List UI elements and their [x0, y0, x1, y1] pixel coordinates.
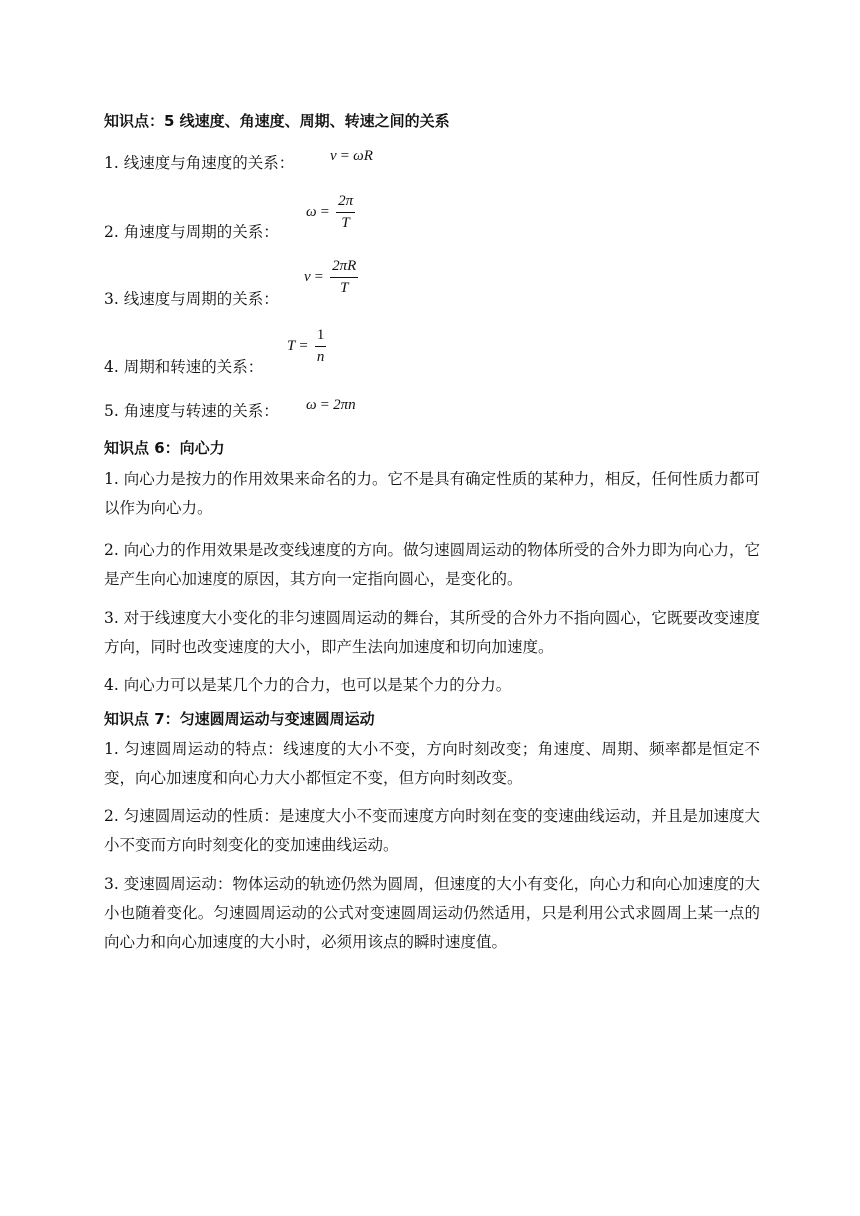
formula-omega-2pi-t: ω = $\frac{2\pi}{T}$	[306, 193, 354, 231]
section-7-paragraph-3: 3. 变速圆周运动：物体运动的轨迹仍然为圆周，但速度的大小有变化，向心力和向心加速度的大小也随着变化。匀速圆周运动的公式对变速圆周运动仍然适用，只是利用公式求圆周上某一点的向心力和向心加速度的大小时，必须用该点的瞬时速度值。	[104, 875, 760, 951]
formula-t-1-n: T = $\frac{1}{n}$	[287, 327, 325, 365]
section-6-paragraph-3: 3. 对于线速度大小变化的非匀速圆周运动的舞台，其所受的合外力不指向圆心，它既要改变速度方向，同时也改变速度的大小，即产生法向加速度和切向加速度。	[104, 609, 760, 656]
formula-2-numerator: 2π	[336, 193, 355, 213]
relation-5-label: 5. 角速度与转速的关系：	[104, 402, 279, 420]
section-7-heading: 知识点 7：匀速圆周运动与变速圆周运动	[104, 710, 375, 728]
section-6-heading: 知识点 6：向心力	[104, 439, 225, 457]
formula-5-lhs: ω	[306, 397, 317, 413]
formula-3-lhs: v	[304, 268, 311, 285]
relation-3-label: 3. 线速度与周期的关系：	[104, 290, 279, 308]
formula-2-lhs: ω	[306, 203, 317, 220]
formula-v-omega-r: v = ωR	[330, 148, 373, 164]
relation-1-label: 1. 线速度与角速度的关系：	[104, 154, 295, 172]
section-6-paragraph-2: 2. 向心力的作用效果是改变线速度的方向。做匀速圆周运动的物体所受的合外力即为向心力，它是产生向心加速度的原因，其方向一定指向圆心，是变化的。	[104, 541, 760, 588]
formula-1-lhs: v	[330, 148, 337, 164]
formula-v-2pir-t: v = $\frac{2\pi R}{T}$	[304, 258, 357, 296]
formula-4-numerator: 1	[315, 327, 327, 347]
formula-omega-2pin: ω = 2πn	[306, 397, 356, 413]
formula-1-rhs: ωR	[353, 148, 373, 164]
formula-3-fraction	[330, 258, 358, 297]
formula-2-denominator: T	[341, 215, 350, 231]
section-6-paragraph-4: 4. 向心力可以是某几个力的合力，也可以是某个力的分力。	[104, 676, 512, 694]
section-7-paragraph-1: 1. 匀速圆周运动的特点：线速度的大小不变，方向时刻改变；角速度、周期、频率都是恒定不变，向心加速度和向心力大小都恒定不变，但方向时刻改变。	[104, 740, 760, 787]
formula-3-numerator: 2πR	[330, 258, 358, 278]
formula-4-lhs: T	[287, 337, 296, 354]
section-7-paragraph-2: 2. 匀速圆周运动的性质：是速度大小不变而速度方向时刻在变的变速曲线运动，并且是加速度大小不变而方向时刻变化的变加速曲线运动。	[104, 807, 760, 854]
formula-5-rhs: 2πn	[333, 397, 356, 413]
formula-2-fraction	[336, 193, 355, 232]
formula-4-fraction	[315, 327, 327, 366]
section-5-heading: 知识点：5 线速度、角速度、周期、转速之间的关系	[104, 112, 450, 130]
section-6-paragraph-1: 1. 向心力是按力的作用效果来命名的力。它不是具有确定性质的某种力，相反，任何性质力都可以作为向心力。	[104, 470, 760, 517]
relation-2-label: 2. 角速度与周期的关系：	[104, 223, 279, 241]
formula-4-denominator: n	[316, 349, 325, 365]
relation-4-label: 4. 周期和转速的关系：	[104, 358, 264, 376]
formula-3-denominator: T	[340, 280, 349, 296]
